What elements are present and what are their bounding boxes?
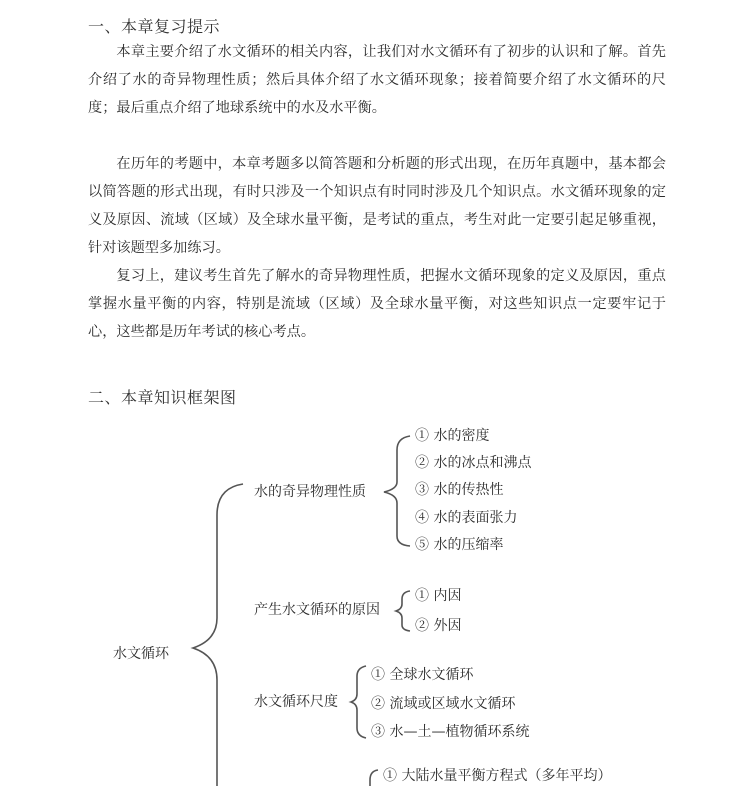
section-title: 二、本章知识框架图 [88,388,237,407]
branch-label: 水的奇异物理性质 [254,484,366,500]
branch-label: 水文循环尺度 [254,694,338,710]
branch-item: ③ 水的传热性 [415,482,504,498]
paragraph: 在历年的考题中，本章考题多以简答题和分析题的形式出现，在历年真题中，基本都会以简答题的形式出现，有时只涉及一个知识点有时同时涉及几个知识点。水文循环现象的定义及原因、流域（区域）及全球水量平衡，是考试的重点，考生对此一定要引起足够重视，针对该题型多加练习。 [88,156,666,256]
branch-label: 产生水文循环的原因 [254,602,380,618]
branch-item: ② 流域或区域水文循环 [371,696,516,712]
branch-brace [384,436,410,546]
branch-item: ① 全球水文循环 [371,667,474,683]
branch-item: ⑤ 水的压缩率 [415,537,504,553]
branch-brace [351,666,366,738]
section-title: 一、本章复习提示 [88,17,221,36]
branch-item: ③ 水—土—植物循环系统 [371,724,530,740]
branch-item: ② 外因 [415,618,462,634]
paragraph: 本章主要介绍了水文循环的相关内容，让我们对水文循环有了初步的认识和了解。首先介绍了水的奇异物理性质；然后具体介绍了水文循环现象；接着简要介绍了水文循环的尺度；最后重点介绍了地球系统中的水及水平衡。 [88,44,666,116]
branch-item: ② 水的冰点和沸点 [415,455,532,471]
branch-brace [396,591,410,631]
branch-item: ① 内因 [415,588,462,604]
paragraph: 复习上，建议考生首先了解水的奇异物理性质，把握水文循环现象的定义及原因，重点掌握水量平衡的内容，特别是流域（区域）及全球水量平衡，对这些知识点一定要牢记于心，这些都是历年考试的核心考点。 [88,268,666,340]
branch-item: ① 大陆水量平衡方程式（多年平均） [383,768,612,784]
branch-item: ④ 水的表面张力 [415,510,518,526]
root-brace [193,484,243,786]
branch-item: ① 水的密度 [415,428,490,444]
branch-brace [370,770,378,786]
diagram-root: 水文循环 [113,646,169,662]
